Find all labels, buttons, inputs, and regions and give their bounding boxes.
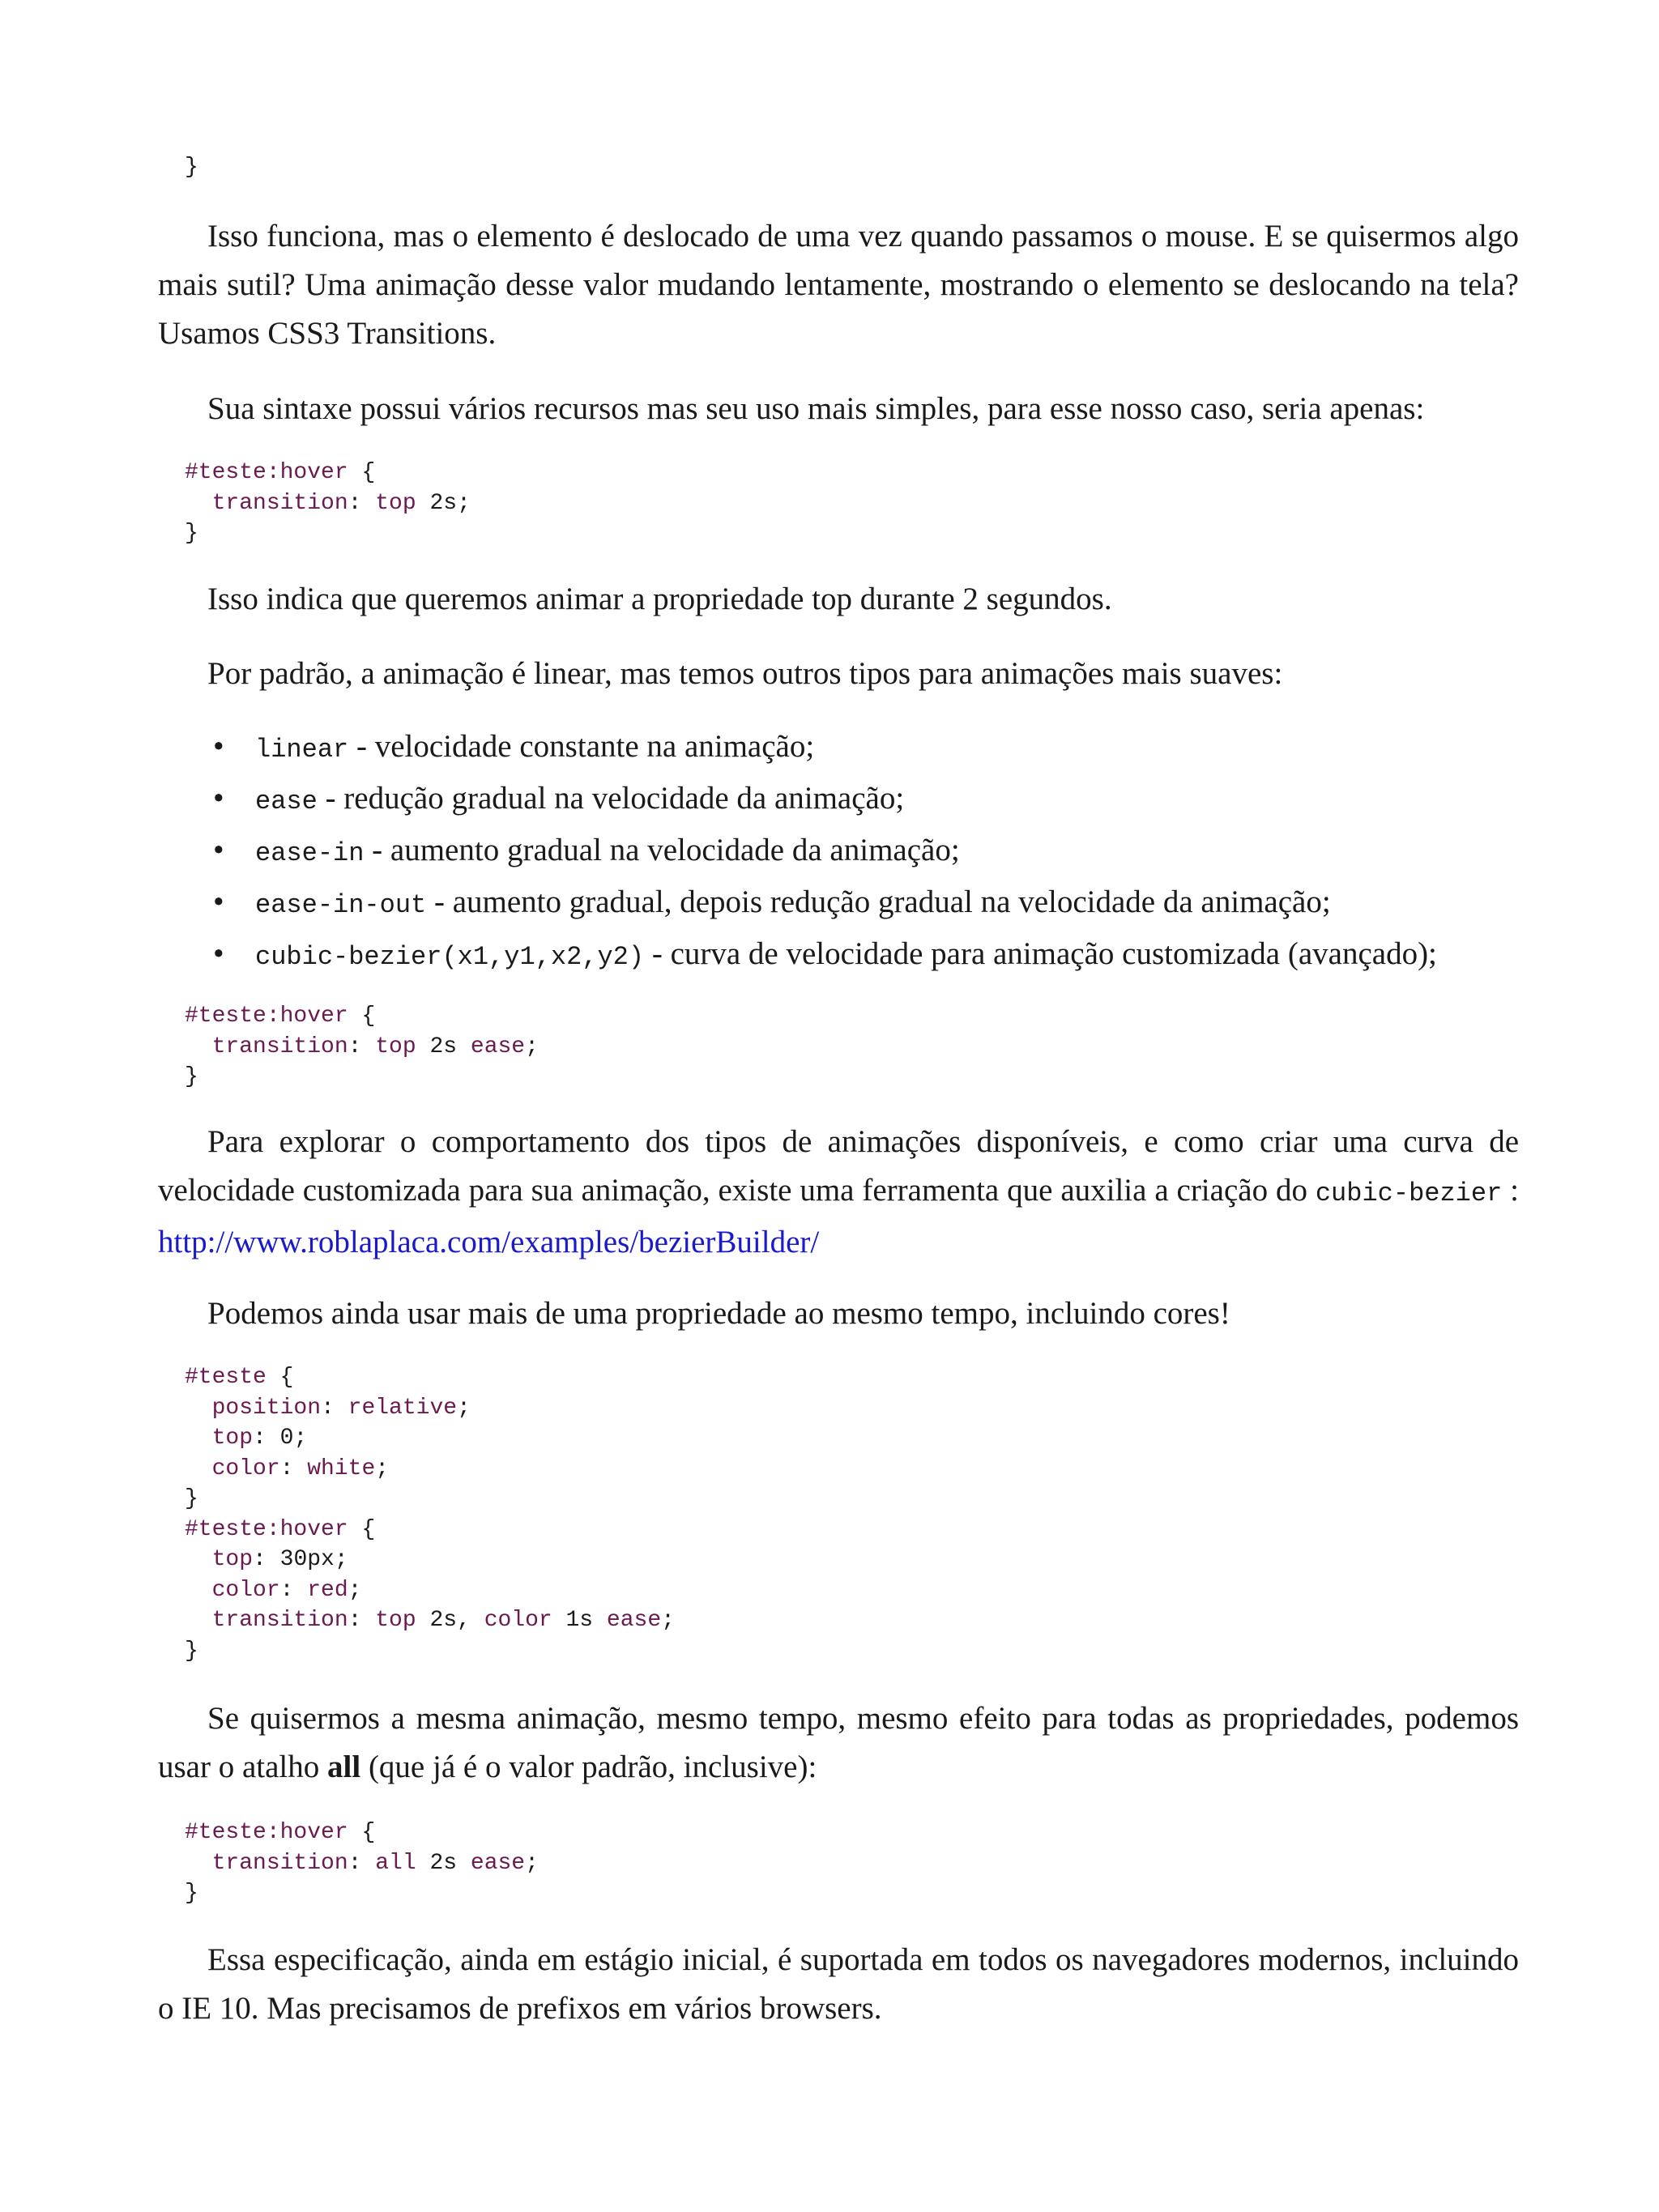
list-item: • ease-in-out - aumento gradual, depois redução gradual na velocidade da animação; bbox=[255, 878, 1616, 930]
css-property: transition bbox=[211, 490, 348, 516]
paragraph-5: Para explorar o comportamento dos tipos de animações disponíveis, e como criar uma curva de velocidade customizada para sua animação, existe uma ferramenta que auxilia a criação do cubic-bezier : http://www.roblaplaca.com/examples/bezierBuilder/ bbox=[158, 1124, 1519, 1259]
paragraph-3: Isso indica que queremos animar a propriedade top durante 2 segundos. bbox=[207, 582, 1112, 616]
list-item: • cubic-bezier(x1,y1,x2,y2) - curva de velocidade para animação customizada (avançado); bbox=[255, 930, 1616, 982]
code-block-4: #teste:hover { transition: all 2s ease; } bbox=[185, 1820, 539, 1906]
paragraph-7: Se quisermos a mesma animação, mesmo tempo, mesmo efeito para todas as propriedades, podemos usar o atalho all (que já é o valor padrão, inclusive): bbox=[158, 1701, 1519, 1784]
paragraph-6: Podemos ainda usar mais de uma propriedade ao mesmo tempo, incluindo cores! bbox=[207, 1296, 1230, 1331]
easing-list bbox=[158, 722, 1616, 982]
code-block-close: } bbox=[185, 155, 198, 180]
paragraph-4: Por padrão, a animação é linear, mas temos outros tipos para animações mais suaves: bbox=[207, 656, 1283, 691]
code-block-1: #teste:hover { transition: top 2s; } bbox=[185, 460, 471, 546]
code-block-2: #teste:hover { transition: top 2s ease; } bbox=[185, 1004, 539, 1089]
code-block-3: #teste { position: relative; top: 0; color: white; } #teste:hover { top: 30px; color: red; transition: top 2s, color 1s ease; } bbox=[185, 1365, 675, 1664]
list-item: • linear - velocidade constante na animação; bbox=[255, 722, 1616, 774]
paragraph-1: Isso funciona, mas o elemento é deslocado de uma vez quando passamos o mouse. E se quisermos algo mais sutil? Uma animação desse valor mudando lentamente, mostrando o elemento se deslocando na tela? Usamos CSS3 Transitions. bbox=[158, 219, 1519, 351]
paragraph-2: Sua sintaxe possui vários recursos mas seu uso mais simples, para esse nosso caso, seria apenas: bbox=[207, 391, 1425, 426]
list-item: • ease - redução gradual na velocidade da animação; bbox=[255, 774, 1616, 826]
css-selector: #teste:hover bbox=[185, 460, 348, 485]
list-item: • ease-in - aumento gradual na velocidade da animação; bbox=[255, 826, 1616, 878]
paragraph-8: Essa especificação, ainda em estágio inicial, é suportada em todos os navegadores modernos, incluindo o IE 10. Mas precisamos de prefixos em vários browsers. bbox=[158, 1942, 1519, 2026]
bezier-builder-link[interactable]: http://www.roblaplaca.com/examples/bezierBuilder/ bbox=[158, 1225, 820, 1259]
